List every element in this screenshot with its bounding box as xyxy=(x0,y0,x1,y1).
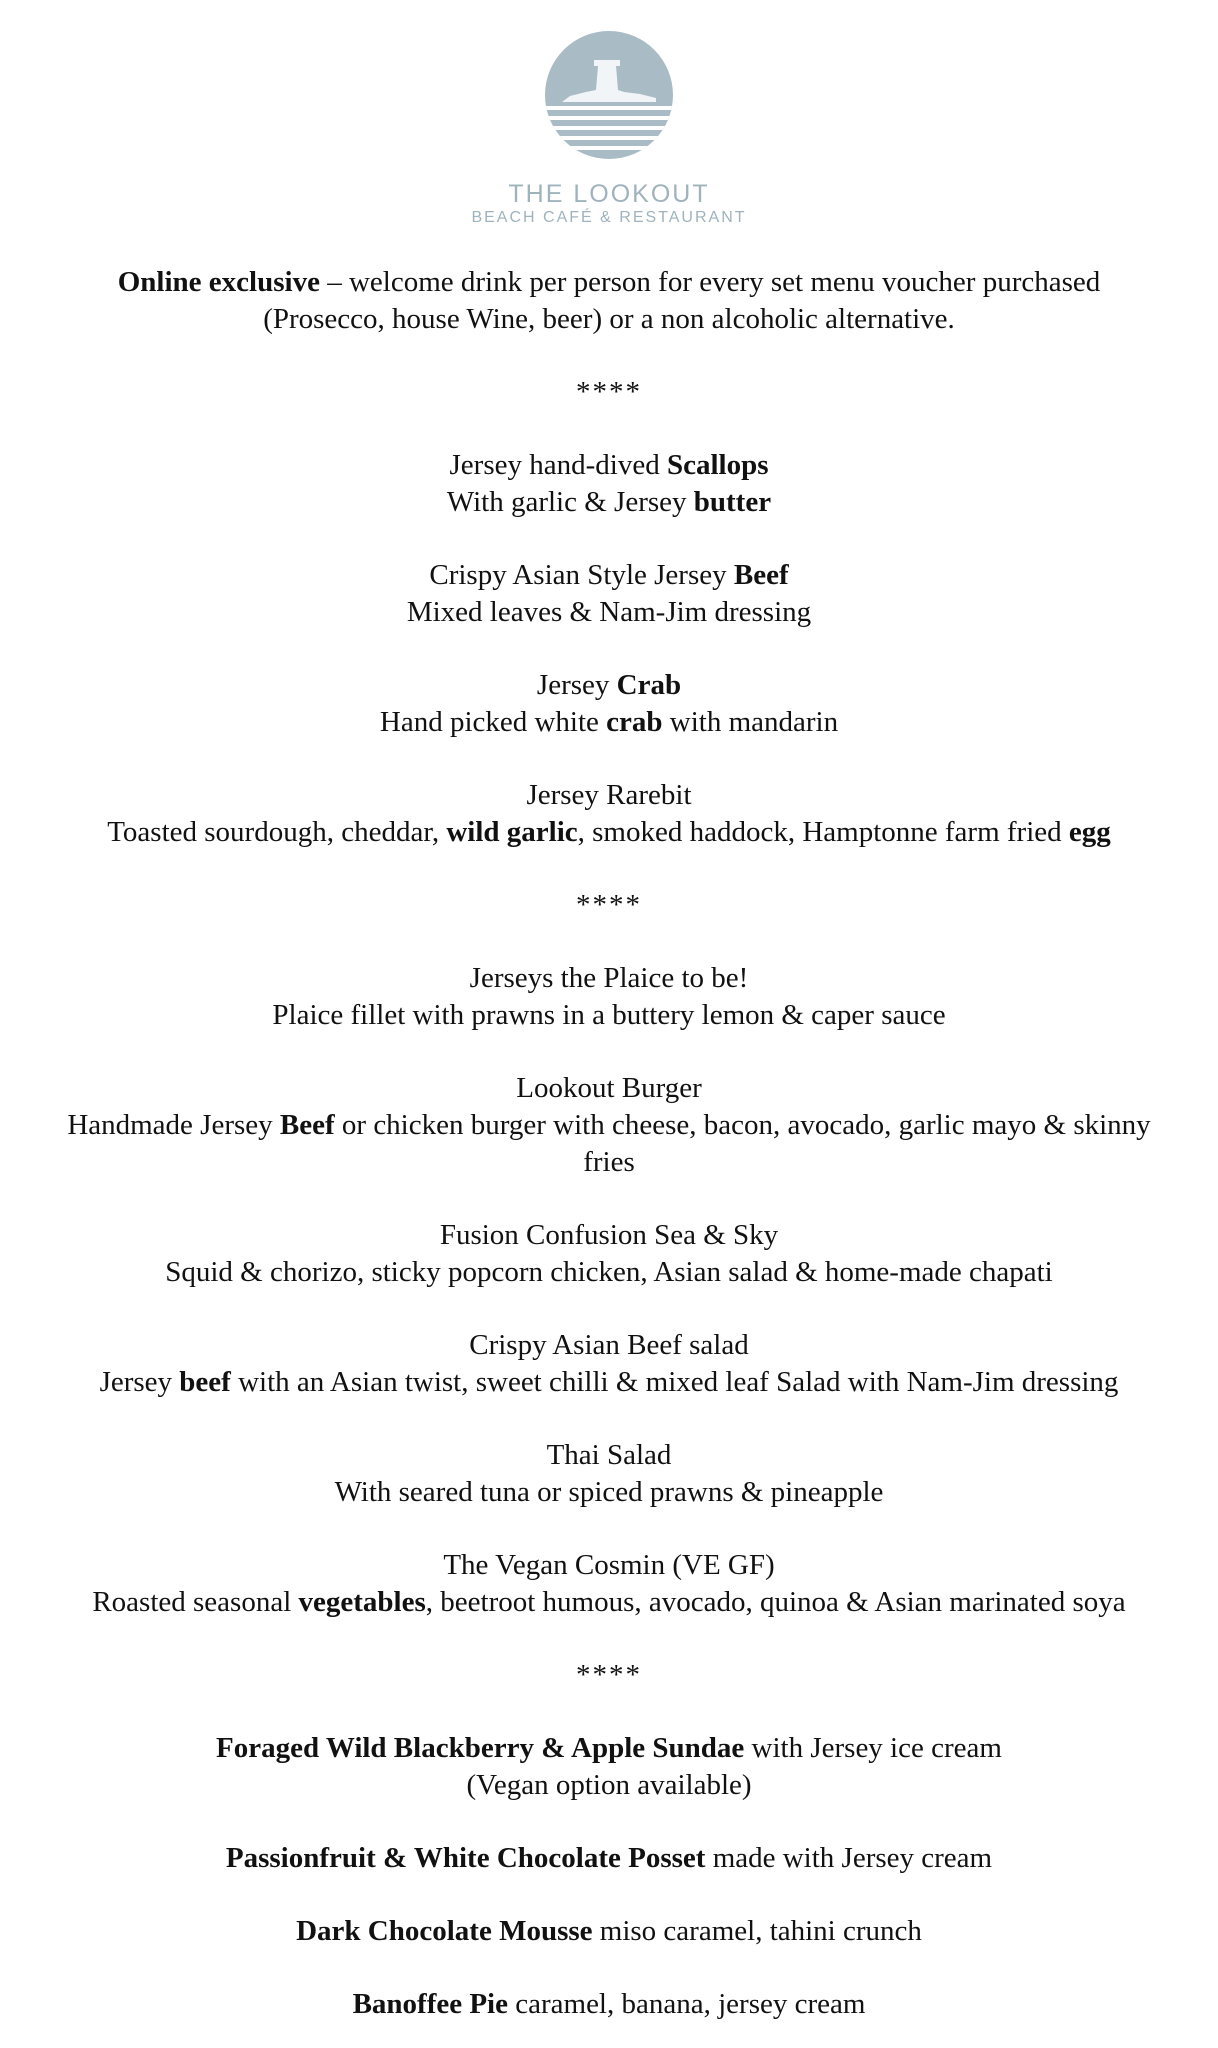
starter-title: Crispy Asian Style Jersey Beef xyxy=(429,559,789,591)
main-title: Thai Salad xyxy=(546,1439,672,1471)
main-desc: Plaice fillet with prawns in a buttery lemon & caper sauce xyxy=(272,999,946,1031)
dessert-line: Dark Chocolate Mousse miso caramel, tahini crunch xyxy=(296,1915,922,1947)
main-desc: Roasted seasonal vegetables, beetroot humous, avocado, quinoa & Asian marinated soya xyxy=(92,1586,1126,1618)
dessert-line: Banoffee Pie caramel, banana, jersey cream xyxy=(352,1988,866,2020)
main-title: Jerseys the Plaice to be! xyxy=(469,962,749,994)
starter-desc: Toasted sourdough, cheddar, wild garlic, smoked haddock, Hamptonne farm fried egg xyxy=(107,816,1111,848)
separator: **** xyxy=(576,889,642,921)
dessert-line: Passionfruit & White Chocolate Posset made with Jersey cream xyxy=(225,1842,993,1874)
main-desc: Squid & chorizo, sticky popcorn chicken, Asian salad & home-made chapati xyxy=(165,1256,1053,1288)
dessert-line: Foraged Wild Blackberry & Apple Sundae with Jersey ice cream xyxy=(216,1732,1002,1764)
main-desc: Jersey beef with an Asian twist, sweet chilli & mixed leaf Salad with Nam-Jim dressing xyxy=(99,1366,1119,1398)
separator: **** xyxy=(576,376,642,408)
starter-desc: With garlic & Jersey butter xyxy=(446,486,772,518)
starter-title: Jersey Crab xyxy=(536,669,682,701)
main-title: Fusion Confusion Sea & Sky xyxy=(439,1219,779,1251)
separator: **** xyxy=(576,1659,642,1691)
logo-subtitle: BEACH CAFÉ & RESTAURANT xyxy=(471,209,747,226)
main-title: The Vegan Cosmin (VE GF) xyxy=(443,1549,775,1581)
main-desc-cont: fries xyxy=(583,1146,635,1178)
main-title: Crispy Asian Beef salad xyxy=(469,1329,749,1361)
main-title: Lookout Burger xyxy=(516,1072,702,1104)
starter-desc: Mixed leaves & Nam-Jim dressing xyxy=(406,596,812,628)
dessert-note: (Vegan option available) xyxy=(466,1769,752,1801)
logo-title: THE LOOKOUT xyxy=(508,180,710,208)
intro-bold: Online exclusive xyxy=(117,266,320,298)
starter-title: Jersey hand-dived Scallops xyxy=(449,449,769,481)
intro-line-2: (Prosecco, house Wine, beer) or a non alcoholic alternative. xyxy=(263,303,955,335)
intro-line-1: Online exclusive – welcome drink per person for every set menu voucher purchased xyxy=(117,266,1101,298)
menu-content xyxy=(0,264,1218,2023)
main-desc: Handmade Jersey Beef or chicken burger with cheese, bacon, avocado, garlic mayo & skinny xyxy=(67,1109,1151,1141)
starter-desc: Hand picked white crab with mandarin xyxy=(379,706,839,738)
lighthouse-logo-icon xyxy=(544,30,674,160)
starter-title: Jersey Rarebit xyxy=(526,779,692,811)
restaurant-logo xyxy=(0,30,1218,228)
main-desc: With seared tuna or spiced prawns & pineapple xyxy=(334,1476,884,1508)
